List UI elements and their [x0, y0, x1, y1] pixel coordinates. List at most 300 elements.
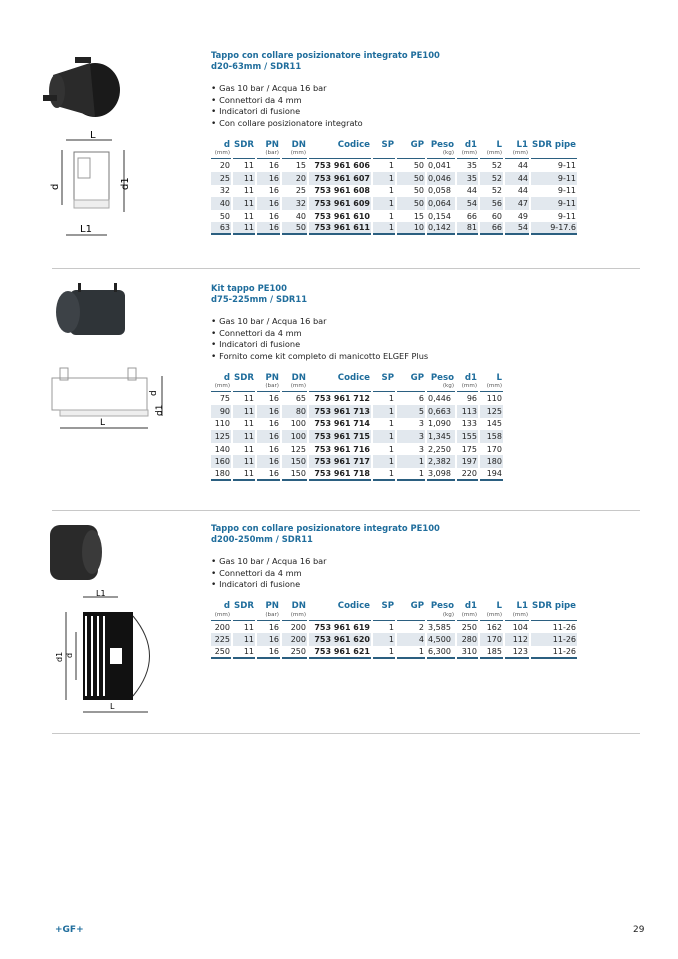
technical-drawing-cap-small [52, 130, 142, 240]
feature-list [211, 556, 579, 591]
column-unit [309, 150, 371, 159]
feature-item: • Indicatori di fusione [211, 106, 579, 118]
table-row [211, 210, 577, 223]
table-cell: 16 [257, 405, 280, 418]
column-unit: (bar) [257, 150, 280, 159]
table-cell: 185 [480, 646, 503, 659]
table-units-row [211, 612, 577, 621]
column-unit [233, 383, 255, 392]
table-cell: 3,098 [427, 468, 455, 481]
table-cell: 11 [243, 444, 254, 454]
table-cell: 80 [282, 405, 307, 418]
table-cell: 25 [211, 172, 231, 185]
table-cell: 175 [461, 444, 477, 454]
table-cell: 170 [480, 633, 503, 646]
table-row [211, 468, 503, 481]
gf-logo: +GF+ [55, 925, 84, 935]
column-unit: (mm) [282, 383, 307, 392]
column-header: d1 [464, 139, 477, 150]
table-cell: 0,154 [428, 211, 451, 221]
table-row [211, 430, 503, 443]
feature-item: • Fornito come kit completo di manicotto ELGEF Plus [211, 351, 505, 363]
feature-item: • Connettori da 4 mm [211, 568, 579, 580]
table-cell: 753 961 609 [309, 197, 371, 210]
table-cell: 16 [257, 430, 280, 443]
table-cell: 2 [418, 622, 424, 632]
table-cell: 753 961 611 [309, 222, 371, 235]
table-cell: 9-11 [531, 197, 577, 210]
table-cell: 9-11 [531, 172, 577, 185]
table-cell: 54 [505, 222, 529, 235]
feature-item: • Gas 10 bar / Acqua 16 bar [211, 556, 579, 568]
table-cell: 11 [233, 172, 255, 185]
table-cell: 1 [373, 222, 395, 235]
table-cell: 0,663 [427, 405, 455, 418]
table-cell: 11 [233, 633, 255, 646]
table-cell: 100 [290, 419, 306, 429]
table-cell: 753 961 712 [314, 394, 370, 404]
table-cell: 44 [517, 186, 528, 196]
column-header: d [223, 601, 230, 612]
table-cell: 50 [397, 197, 425, 210]
table-row [211, 405, 503, 418]
column-header: L [496, 139, 502, 150]
column-unit [233, 150, 255, 159]
table-cell: 6,300 [427, 646, 455, 659]
table-cell: 133 [461, 419, 477, 429]
table-cell: 150 [282, 455, 307, 468]
section-title: Kit tappo PE100 [211, 283, 287, 293]
table-cell: 35 [457, 172, 478, 185]
svg-text:L1: L1 [96, 589, 106, 598]
table-cell: 753 961 718 [309, 468, 371, 481]
column-unit [397, 383, 425, 392]
table-cell: 753 961 714 [314, 419, 370, 429]
table-cell: 250 [461, 622, 477, 632]
table-cell: 112 [505, 633, 529, 646]
column-header: SP [381, 601, 394, 612]
table-cell: 11 [233, 430, 255, 443]
table-cell: 16 [257, 455, 280, 468]
column-unit: (mm) [211, 383, 231, 392]
table-cell: 50 [413, 161, 424, 171]
column-unit: (bar) [257, 612, 280, 621]
column-header: DN [291, 372, 306, 383]
product-photo-kit-cap [50, 280, 150, 340]
svg-text:d1: d1 [155, 404, 165, 416]
column-header: Peso [430, 139, 454, 150]
table-row [211, 455, 503, 468]
column-unit: (bar) [257, 383, 280, 392]
column-header: L1 [516, 601, 528, 612]
table-cell: 75 [219, 394, 230, 404]
column-header: DN [291, 601, 306, 612]
column-unit [309, 383, 371, 392]
table-cell: 20 [282, 172, 307, 185]
table-cell: 2,250 [428, 444, 451, 454]
table-cell: 310 [457, 646, 478, 659]
table-cell: 753 961 716 [314, 444, 370, 454]
table-cell: 753 961 607 [309, 172, 371, 185]
table-cell: 1 [373, 172, 395, 185]
table-row [211, 418, 503, 431]
table-cell: 81 [457, 222, 478, 235]
column-unit [309, 612, 371, 621]
table-cell: 125 [480, 405, 503, 418]
table-cell: 16 [268, 394, 279, 404]
table-cell: 47 [505, 197, 529, 210]
table-cell: 40 [211, 197, 231, 210]
table-cell: 49 [517, 211, 528, 221]
table-cell: 16 [268, 211, 279, 221]
feature-item: • Indicatori di fusione [211, 339, 505, 351]
table-cell: 16 [268, 419, 279, 429]
table-cell: 56 [480, 197, 503, 210]
section-cap-d20-63 [211, 50, 579, 235]
column-header: SP [381, 139, 394, 150]
table-cell: 9-11 [557, 161, 577, 171]
divider [52, 510, 640, 511]
column-header: Peso [430, 372, 454, 383]
table-cell: 25 [295, 186, 306, 196]
table-cell: 16 [268, 444, 279, 454]
table-cell: 90 [211, 405, 231, 418]
table-cell: 155 [457, 430, 478, 443]
table-cell: 16 [268, 622, 279, 632]
column-unit [531, 612, 577, 621]
table-cell: 1 [397, 468, 425, 481]
section-subtitle: d75-225mm / SDR11 [211, 294, 308, 304]
table-cell: 11-26 [531, 646, 577, 659]
table-header-row [211, 601, 577, 612]
table-cell: 16 [257, 172, 280, 185]
table-cell: 5 [397, 405, 425, 418]
divider [52, 268, 640, 269]
table-cell: 16 [257, 197, 280, 210]
table-cell: 44 [517, 161, 528, 171]
table-cell: 60 [491, 211, 502, 221]
column-header: SP [381, 372, 394, 383]
column-unit: (mm) [282, 150, 307, 159]
feature-item: • Gas 10 bar / Acqua 16 bar [211, 83, 579, 95]
table-cell: 1 [388, 186, 394, 196]
table-header-row [211, 139, 577, 150]
column-unit [531, 150, 577, 159]
table-cell: 145 [486, 419, 502, 429]
table-cell: 15 [295, 161, 306, 171]
column-unit: (kg) [427, 150, 455, 159]
table-cell: 11 [233, 197, 255, 210]
table-cell: 1 [388, 161, 394, 171]
table-cell: 15 [413, 211, 424, 221]
section-subtitle: d200-250mm / SDR11 [211, 534, 313, 544]
table-cell: 32 [219, 186, 230, 196]
product-table [209, 372, 505, 480]
column-header: d1 [464, 372, 477, 383]
table-cell: 1 [373, 468, 395, 481]
column-header: Peso [430, 601, 454, 612]
column-header: GP [410, 139, 424, 150]
feature-item: • Con collare posizionatore integrato [211, 118, 579, 130]
table-cell: 158 [480, 430, 503, 443]
table-cell: 9-11 [557, 211, 577, 221]
section-title: Tappo con collare posizionatore integrato PE100 [211, 50, 440, 60]
column-unit: (mm) [480, 150, 503, 159]
table-cell: 1 [373, 455, 395, 468]
table-cell: 200 [290, 622, 306, 632]
table-cell: 0,046 [427, 172, 455, 185]
product-photo-cap-small [35, 45, 125, 120]
table-cell: 123 [505, 646, 529, 659]
product-table [209, 139, 579, 235]
column-unit [233, 612, 255, 621]
column-header: L1 [516, 139, 528, 150]
feature-item: • Connettori da 4 mm [211, 328, 505, 340]
column-header: PN [265, 372, 279, 383]
table-cell: 16 [257, 633, 280, 646]
table-cell: 11 [233, 646, 255, 659]
column-unit [397, 150, 425, 159]
column-unit: (mm) [282, 612, 307, 621]
table-cell: 0,446 [428, 394, 451, 404]
table-cell: 32 [282, 197, 307, 210]
column-unit: (mm) [505, 612, 529, 621]
table-cell: 4,500 [427, 633, 455, 646]
svg-text:L: L [110, 702, 115, 711]
table-cell: 753 961 608 [314, 186, 370, 196]
svg-text:d1: d1 [120, 177, 131, 190]
column-header: Codice [337, 372, 370, 383]
table-cell: 66 [466, 211, 477, 221]
page-number: 29 [633, 925, 645, 935]
column-header: d1 [464, 601, 477, 612]
table-cell: 16 [268, 161, 279, 171]
table-cell: 3 [418, 444, 424, 454]
table-cell: 11 [233, 405, 255, 418]
table-cell: 197 [457, 455, 478, 468]
table-cell: 1 [388, 622, 394, 632]
table-cell: 200 [282, 633, 307, 646]
product-table [209, 601, 579, 659]
feature-item: • Indicatori di fusione [211, 579, 579, 591]
column-header: PN [265, 601, 279, 612]
svg-text:L1: L1 [80, 224, 92, 235]
column-unit: (mm) [457, 150, 478, 159]
table-cell: 50 [282, 222, 307, 235]
table-cell: 11 [243, 622, 254, 632]
table-cell: 225 [211, 633, 231, 646]
column-unit: (kg) [427, 383, 455, 392]
column-header: SDR [234, 139, 254, 150]
column-header: d [223, 139, 230, 150]
column-header: L [496, 372, 502, 383]
table-cell: 250 [211, 646, 231, 659]
table-units-row [211, 150, 577, 159]
feature-item: • Connettori da 4 mm [211, 95, 579, 107]
table-cell: 1 [388, 394, 394, 404]
column-unit: (mm) [211, 612, 231, 621]
table-cell: 50 [397, 172, 425, 185]
column-header: SDR pipe [532, 601, 577, 612]
section-title: Tappo con collare posizionatore integrato PE100 [211, 523, 440, 533]
table-cell: 96 [466, 394, 477, 404]
table-cell: 16 [257, 222, 280, 235]
table-cell: 180 [480, 455, 503, 468]
column-header: PN [265, 139, 279, 150]
table-cell: 180 [211, 468, 231, 481]
table-cell: 11 [243, 394, 254, 404]
table-cell: 52 [480, 172, 503, 185]
table-cell: 1 [388, 444, 394, 454]
column-unit [397, 612, 425, 621]
table-cell: 11 [243, 211, 254, 221]
table-row [211, 633, 577, 646]
table-cell: 11 [233, 222, 255, 235]
table-cell: 150 [282, 468, 307, 481]
table-cell: 0,041 [428, 161, 451, 171]
table-cell: 1 [397, 646, 425, 659]
table-cell: 63 [211, 222, 231, 235]
table-units-row [211, 383, 503, 392]
table-cell: 44 [505, 172, 529, 185]
table-cell: 44 [466, 186, 477, 196]
column-header: SDR [234, 372, 254, 383]
feature-list [211, 316, 505, 362]
column-unit [373, 150, 395, 159]
table-cell: 6 [418, 394, 424, 404]
technical-drawing-cap-large [48, 589, 178, 717]
section-kit-cap-d75-225 [211, 283, 505, 481]
table-cell: 160 [211, 455, 231, 468]
table-cell: 1 [388, 211, 394, 221]
column-header: L [496, 601, 502, 612]
table-cell: 110 [214, 419, 230, 429]
table-cell: 3 [397, 430, 425, 443]
feature-item: • Gas 10 bar / Acqua 16 bar [211, 316, 505, 328]
column-header: GP [410, 601, 424, 612]
section-cap-d200-250 [211, 523, 579, 659]
table-cell: 110 [486, 394, 502, 404]
table-cell: 753 961 620 [309, 633, 371, 646]
section-subtitle: d20-63mm / SDR11 [211, 61, 302, 71]
table-cell: 140 [214, 444, 230, 454]
table-cell: 1 [373, 405, 395, 418]
table-cell: 20 [219, 161, 230, 171]
svg-text:L: L [90, 130, 96, 141]
table-cell: 16 [268, 186, 279, 196]
column-header: d [223, 372, 230, 383]
table-row [211, 185, 577, 198]
table-cell: 1,090 [428, 419, 451, 429]
svg-text:d: d [65, 652, 74, 658]
table-row [211, 172, 577, 185]
table-cell: 11 [243, 161, 254, 171]
table-cell: 100 [282, 430, 307, 443]
table-cell: 250 [282, 646, 307, 659]
table-cell: 11 [243, 419, 254, 429]
table-cell: 50 [219, 211, 230, 221]
column-header: SDR pipe [532, 139, 577, 150]
product-photo-cap-large [48, 520, 108, 585]
svg-text:d: d [50, 183, 61, 190]
column-unit [373, 612, 395, 621]
column-unit: (mm) [480, 612, 503, 621]
table-cell: 66 [480, 222, 503, 235]
table-cell: 2,382 [427, 455, 455, 468]
table-row [211, 646, 577, 659]
column-unit: (mm) [505, 150, 529, 159]
table-cell: 220 [457, 468, 478, 481]
table-cell: 11 [243, 186, 254, 196]
feature-list [211, 83, 579, 129]
table-cell: 194 [480, 468, 503, 481]
column-unit: (kg) [427, 612, 455, 621]
svg-text:L: L [100, 418, 106, 428]
table-cell: 753 961 713 [309, 405, 371, 418]
table-cell: 11 [233, 468, 255, 481]
table-cell: 753 961 717 [309, 455, 371, 468]
table-cell: 16 [257, 646, 280, 659]
table-cell: 1 [373, 197, 395, 210]
table-cell: 1,345 [427, 430, 455, 443]
table-cell: 753 961 610 [314, 211, 370, 221]
table-row [211, 197, 577, 210]
column-unit: (mm) [457, 383, 478, 392]
table-cell: 280 [457, 633, 478, 646]
column-header: Codice [337, 139, 370, 150]
column-header: DN [291, 139, 306, 150]
table-cell: 753 961 619 [314, 622, 370, 632]
table-cell: 753 961 715 [309, 430, 371, 443]
table-cell: 11-26 [552, 622, 577, 632]
svg-text:d: d [149, 390, 159, 396]
table-cell: 170 [486, 444, 502, 454]
table-row [211, 159, 577, 172]
table-cell: 125 [290, 444, 306, 454]
table-cell: 162 [486, 622, 502, 632]
table-cell: 4 [397, 633, 425, 646]
table-cell: 40 [295, 211, 306, 221]
table-cell: 9-17.6 [531, 222, 577, 235]
table-row [211, 222, 577, 235]
column-unit: (mm) [480, 383, 503, 392]
table-cell: 1 [373, 646, 395, 659]
table-cell: 50 [413, 186, 424, 196]
table-cell: 200 [214, 622, 230, 632]
column-header: Codice [337, 601, 370, 612]
table-row [211, 443, 503, 456]
column-unit: (mm) [457, 612, 478, 621]
table-cell: 1 [373, 633, 395, 646]
table-cell: 16 [257, 468, 280, 481]
table-cell: 11 [233, 455, 255, 468]
table-cell: 1 [373, 430, 395, 443]
table-cell: 104 [512, 622, 528, 632]
table-cell: 113 [457, 405, 478, 418]
table-cell: 9-11 [557, 186, 577, 196]
table-cell: 3,585 [428, 622, 451, 632]
table-row [211, 392, 503, 405]
table-row [211, 621, 577, 634]
column-unit: (mm) [211, 150, 231, 159]
column-header: GP [410, 372, 424, 383]
table-cell: 52 [491, 161, 502, 171]
table-cell: 0,064 [427, 197, 455, 210]
table-cell: 1 [388, 419, 394, 429]
table-cell: 0,058 [428, 186, 451, 196]
table-cell: 753 961 621 [309, 646, 371, 659]
table-cell: 125 [211, 430, 231, 443]
